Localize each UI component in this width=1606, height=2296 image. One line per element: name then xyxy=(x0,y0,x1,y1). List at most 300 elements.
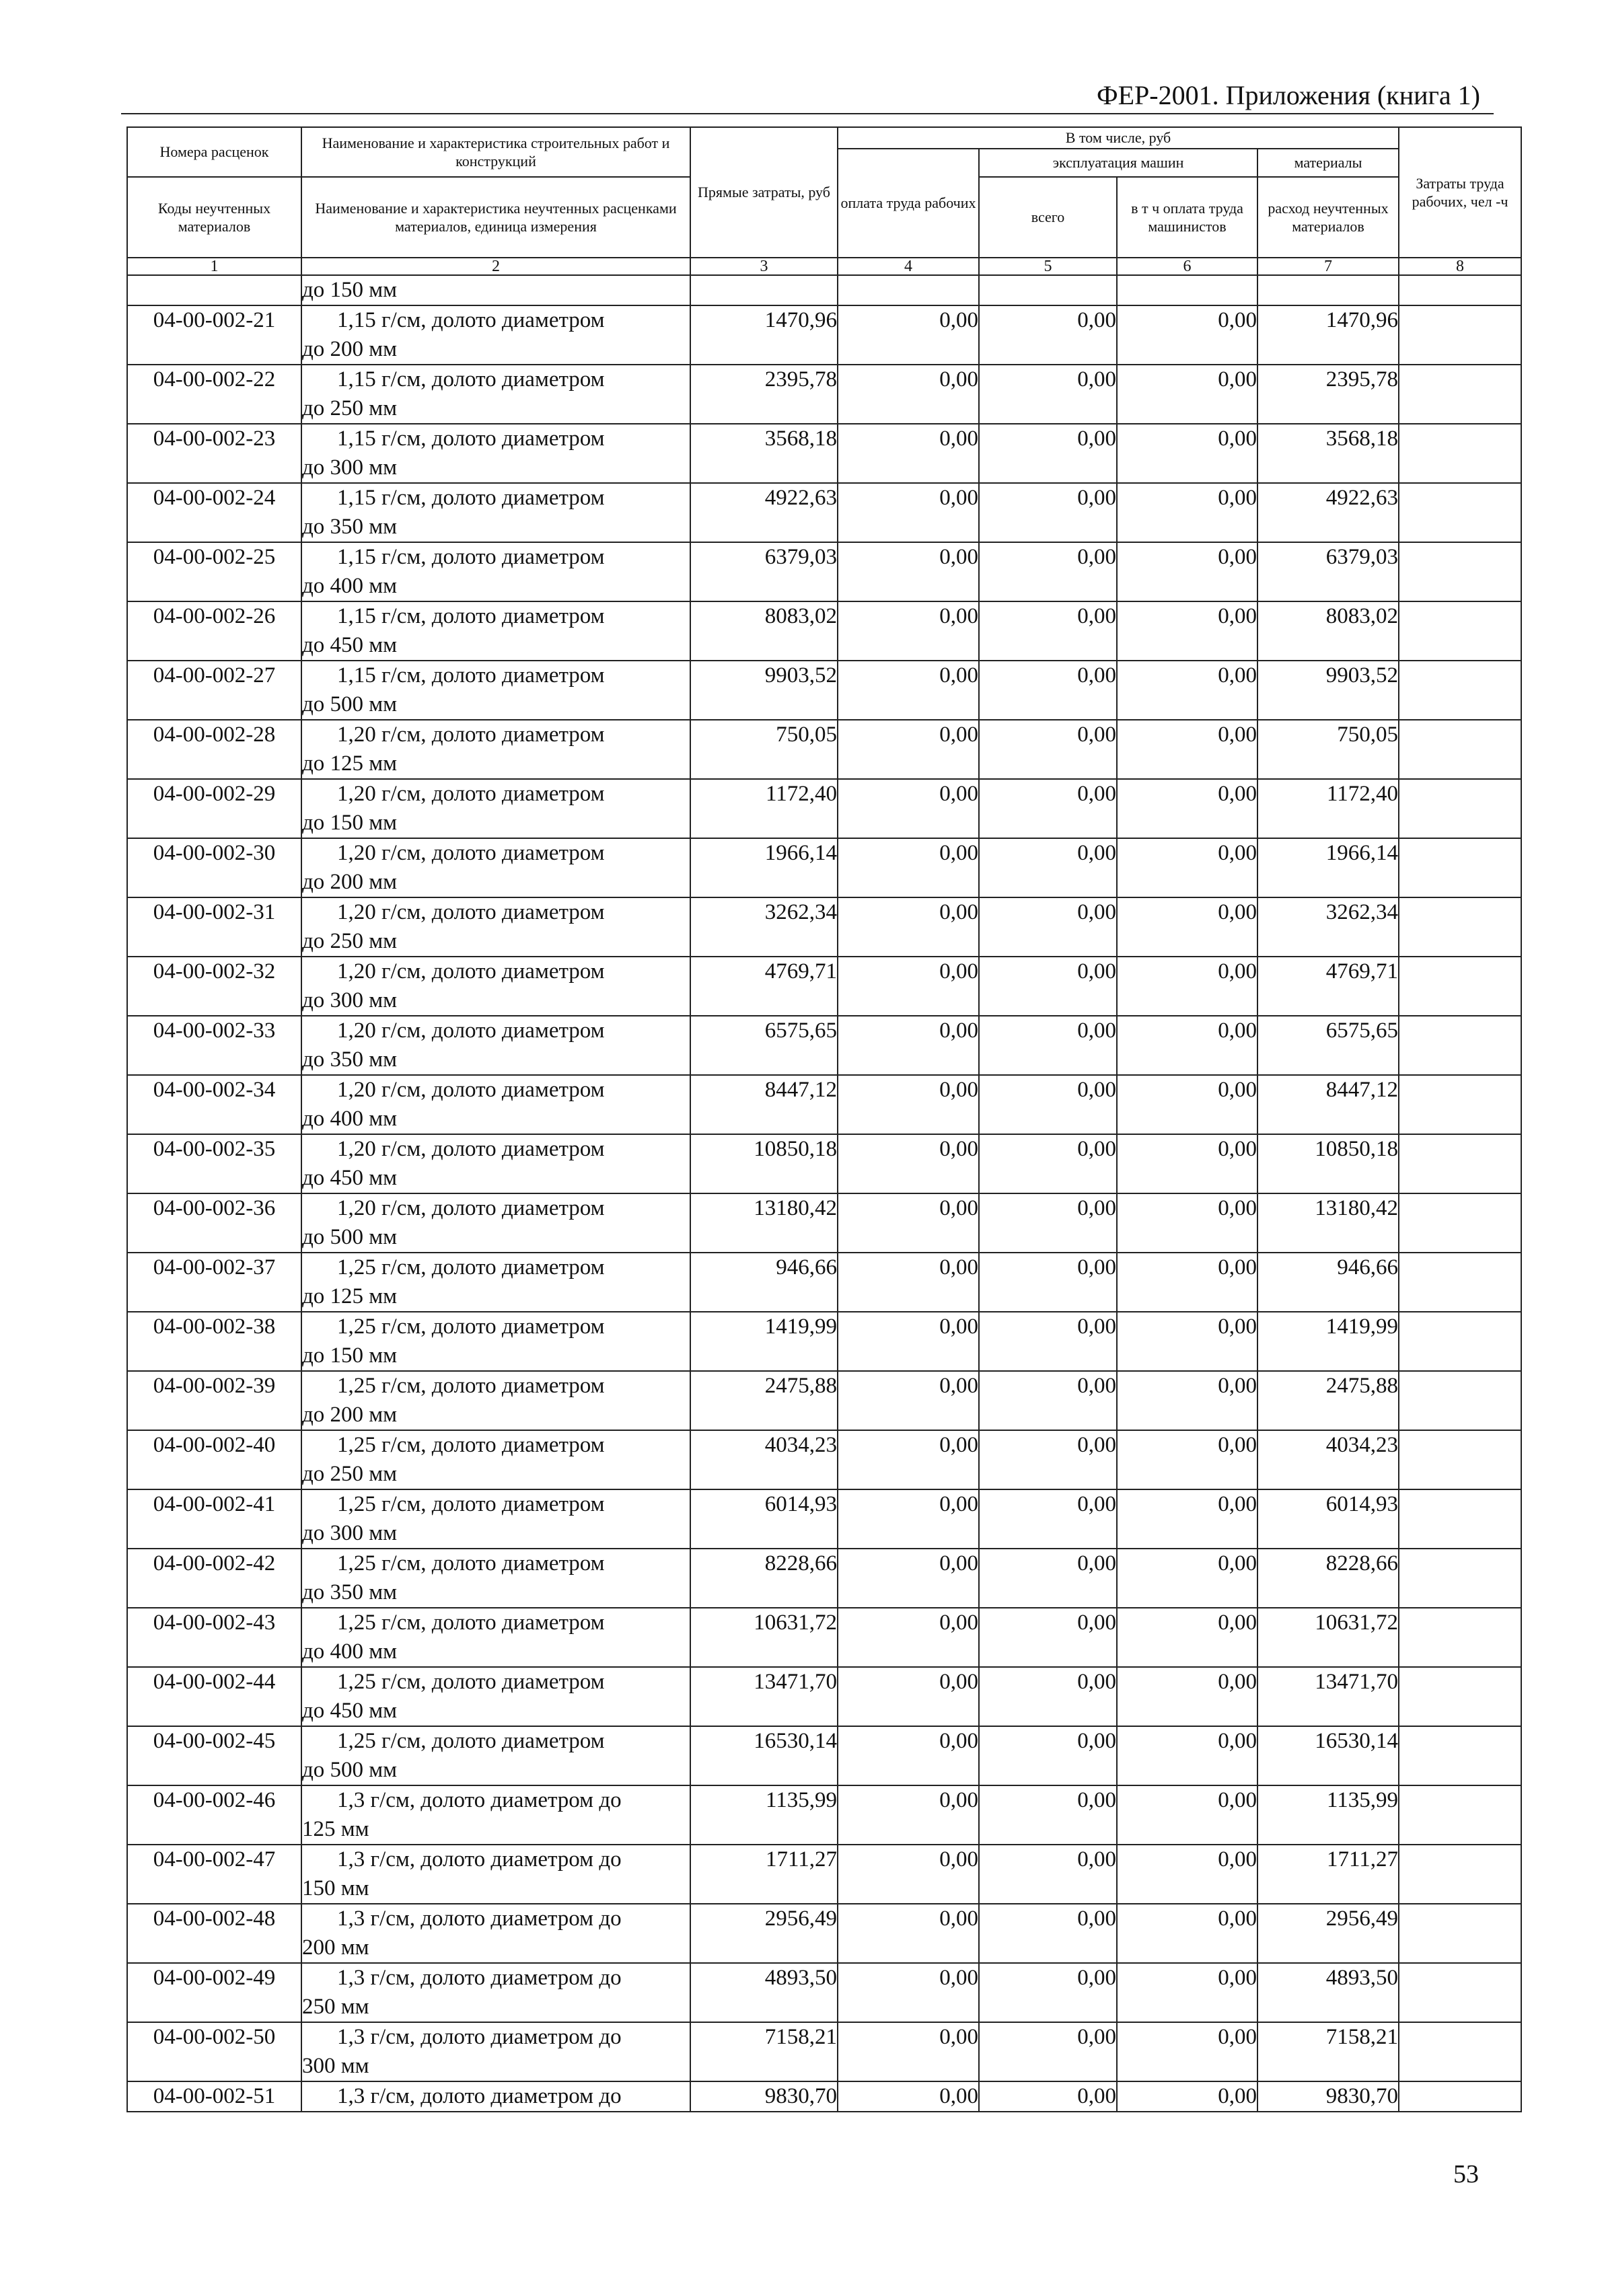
labor-pay: 0,00 xyxy=(838,779,979,838)
labor-pay: 0,00 xyxy=(838,1489,979,1549)
direct-cost: 9903,52 xyxy=(690,661,838,720)
rate-code: 04-00-002-50 xyxy=(127,2022,301,2081)
rate-code: 04-00-002-47 xyxy=(127,1845,301,1904)
direct-cost: 6014,93 xyxy=(690,1489,838,1549)
materials-cost: 1470,96 xyxy=(1257,305,1399,365)
rate-name-line2: до 200 мм xyxy=(302,337,398,361)
materials-cost: 8228,66 xyxy=(1257,1549,1399,1608)
machinists-pay: 0,00 xyxy=(1117,1430,1257,1489)
labor-pay: 0,00 xyxy=(838,957,979,1016)
labor-hours xyxy=(1399,1963,1521,2022)
rate-name xyxy=(301,1549,690,1608)
rate-name-line1: 1,25 г/см, долото диаметром xyxy=(337,1551,605,1576)
table-row xyxy=(127,1904,1521,1963)
labor-pay: 0,00 xyxy=(838,1253,979,1312)
machinists-pay: 0,00 xyxy=(1117,1845,1257,1904)
rate-code: 04-00-002-22 xyxy=(127,365,301,424)
machines-total: 0,00 xyxy=(979,1430,1117,1489)
rate-name-line2: до 450 мм xyxy=(302,1166,398,1190)
rate-name xyxy=(301,365,690,424)
rate-name-line1: 1,25 г/см, долото диаметром xyxy=(337,1670,605,1694)
rate-name-line1: 1,3 г/см, долото диаметром до xyxy=(337,1906,622,1931)
table-row xyxy=(127,1549,1521,1608)
header-including-group: В том числе, руб xyxy=(838,127,1399,149)
labor-pay: 0,00 xyxy=(838,1667,979,1726)
column-number: 3 xyxy=(690,258,838,275)
header-labor-hours: Затраты труда рабочих, чел -ч xyxy=(1399,127,1521,258)
materials-cost: 9830,70 xyxy=(1257,2081,1399,2112)
rate-name xyxy=(301,1489,690,1549)
table-row xyxy=(127,305,1521,365)
rate-name-line1: 1,15 г/см, долото диаметром xyxy=(337,663,605,688)
header-col2-top: Наименование и характеристика строительных работ и конструкций xyxy=(301,127,690,177)
rate-name xyxy=(301,305,690,365)
rate-name-line2: до 250 мм xyxy=(302,929,398,953)
labor-hours xyxy=(1399,2081,1521,2112)
labor-pay: 0,00 xyxy=(838,1312,979,1371)
machines-total: 0,00 xyxy=(979,1489,1117,1549)
direct-cost: 2475,88 xyxy=(690,1371,838,1430)
labor-pay: 0,00 xyxy=(838,1430,979,1489)
direct-cost: 8447,12 xyxy=(690,1075,838,1134)
rate-name-line1: 1,20 г/см, долото диаметром xyxy=(337,782,605,806)
machines-total: 0,00 xyxy=(979,1845,1117,1904)
machinists-pay: 0,00 xyxy=(1117,483,1257,542)
rate-name-line1: 1,20 г/см, долото диаметром xyxy=(337,1078,605,1102)
labor-pay: 0,00 xyxy=(838,1726,979,1785)
rate-name xyxy=(301,661,690,720)
rate-name-line2: до 500 мм xyxy=(302,1225,398,1249)
table-row xyxy=(127,2022,1521,2081)
table-row xyxy=(127,483,1521,542)
rate-name-line1: 1,20 г/см, долото диаметром xyxy=(337,1019,605,1043)
materials-cost: 2956,49 xyxy=(1257,1904,1399,1963)
materials-cost: 8083,02 xyxy=(1257,601,1399,661)
rate-name-line2: 300 мм xyxy=(302,2054,369,2078)
rate-name-line1: 1,20 г/см, долото диаметром xyxy=(337,959,605,984)
direct-cost: 4769,71 xyxy=(690,957,838,1016)
labor-hours xyxy=(1399,1016,1521,1075)
table-row xyxy=(127,1193,1521,1253)
machines-total: 0,00 xyxy=(979,720,1117,779)
table-row xyxy=(127,1430,1521,1489)
column-numbers-row xyxy=(127,258,1521,275)
machines-total: 0,00 xyxy=(979,1193,1117,1253)
machines-total: 0,00 xyxy=(979,1312,1117,1371)
labor-hours xyxy=(1399,1549,1521,1608)
rate-code: 04-00-002-25 xyxy=(127,542,301,601)
rate-name xyxy=(301,1726,690,1785)
table-body xyxy=(127,275,1521,2112)
rate-name-line1: 1,20 г/см, долото диаметром xyxy=(337,900,605,924)
table-row xyxy=(127,720,1521,779)
machines-total: 0,00 xyxy=(979,1608,1117,1667)
rate-name xyxy=(301,1016,690,1075)
labor-hours xyxy=(1399,1845,1521,1904)
machinists-pay: 0,00 xyxy=(1117,1371,1257,1430)
machinists-pay: 0,00 xyxy=(1117,1549,1257,1608)
rate-name-line2: 150 мм xyxy=(302,1876,369,1900)
labor-pay: 0,00 xyxy=(838,1371,979,1430)
materials-cost: 1711,27 xyxy=(1257,1845,1399,1904)
rate-code: 04-00-002-42 xyxy=(127,1549,301,1608)
materials-cost: 10850,18 xyxy=(1257,1134,1399,1193)
table-row xyxy=(127,661,1521,720)
rate-code: 04-00-002-35 xyxy=(127,1134,301,1193)
machines-total: 0,00 xyxy=(979,305,1117,365)
rate-code: 04-00-002-32 xyxy=(127,957,301,1016)
column-number: 4 xyxy=(838,258,979,275)
rate-code: 04-00-002-23 xyxy=(127,424,301,483)
rate-name-line1: 1,20 г/см, долото диаметром xyxy=(337,841,605,865)
table-row xyxy=(127,779,1521,838)
machines-total: 0,00 xyxy=(979,424,1117,483)
rate-name-line2: до 350 мм xyxy=(302,515,398,539)
table-header xyxy=(127,127,1521,275)
materials-cost: 1172,40 xyxy=(1257,779,1399,838)
rate-code: 04-00-002-41 xyxy=(127,1489,301,1549)
rate-name-line1: 1,20 г/см, долото диаметром xyxy=(337,1137,605,1161)
rate-code: 04-00-002-48 xyxy=(127,1904,301,1963)
machines-total: 0,00 xyxy=(979,1253,1117,1312)
table-row xyxy=(127,838,1521,897)
labor-hours xyxy=(1399,1312,1521,1371)
labor-hours xyxy=(1399,1608,1521,1667)
materials-cost: 4893,50 xyxy=(1257,1963,1399,2022)
machinists-pay: 0,00 xyxy=(1117,720,1257,779)
direct-cost: 7158,21 xyxy=(690,2022,838,2081)
direct-cost: 4922,63 xyxy=(690,483,838,542)
table-row xyxy=(127,1667,1521,1726)
labor-hours xyxy=(1399,1253,1521,1312)
rate-name xyxy=(301,957,690,1016)
machines-total: 0,00 xyxy=(979,779,1117,838)
rate-name-line2: до 125 мм xyxy=(302,751,398,776)
rate-name-line1: 1,3 г/см, долото диаметром до xyxy=(337,1966,622,1990)
labor-pay xyxy=(838,275,979,305)
labor-hours xyxy=(1399,1726,1521,1785)
rate-name-line2: до 125 мм xyxy=(302,1284,398,1308)
rate-name xyxy=(301,838,690,897)
rate-name-line2: до 450 мм xyxy=(302,1699,398,1723)
machinists-pay: 0,00 xyxy=(1117,957,1257,1016)
labor-pay: 0,00 xyxy=(838,1549,979,1608)
table-row xyxy=(127,1845,1521,1904)
rate-name-line2: до 250 мм xyxy=(302,396,398,420)
labor-pay: 0,00 xyxy=(838,1193,979,1253)
rate-code: 04-00-002-40 xyxy=(127,1430,301,1489)
header-col1-top: Номера расценок xyxy=(127,127,301,177)
rate-name-line1: 1,25 г/см, долото диаметром xyxy=(337,1610,605,1635)
rate-name-line2: 125 мм xyxy=(302,1817,369,1841)
materials-cost: 4769,71 xyxy=(1257,957,1399,1016)
labor-pay: 0,00 xyxy=(838,365,979,424)
machinists-pay: 0,00 xyxy=(1117,1785,1257,1845)
rate-code: 04-00-002-49 xyxy=(127,1963,301,2022)
direct-cost: 946,66 xyxy=(690,1253,838,1312)
running-head: ФЕР-2001. Приложения (книга 1) xyxy=(1097,80,1480,110)
materials-cost: 9903,52 xyxy=(1257,661,1399,720)
labor-hours xyxy=(1399,1904,1521,1963)
direct-cost: 6379,03 xyxy=(690,542,838,601)
direct-cost: 2395,78 xyxy=(690,365,838,424)
column-number: 5 xyxy=(979,258,1117,275)
rate-name xyxy=(301,1845,690,1904)
labor-hours xyxy=(1399,1667,1521,1726)
table-row xyxy=(127,1489,1521,1549)
rate-name-line2: до 350 мм xyxy=(302,1047,398,1072)
machines-total: 0,00 xyxy=(979,1726,1117,1785)
machinists-pay: 0,00 xyxy=(1117,305,1257,365)
machinists-pay: 0,00 xyxy=(1117,424,1257,483)
rate-name-line2: до 400 мм xyxy=(302,1107,398,1131)
labor-pay: 0,00 xyxy=(838,2081,979,2112)
materials-cost: 1966,14 xyxy=(1257,838,1399,897)
rate-name-line1: 1,3 г/см, долото диаметром до xyxy=(337,1788,622,1812)
machines-total: 0,00 xyxy=(979,661,1117,720)
labor-hours xyxy=(1399,1134,1521,1193)
rate-name-line2: до 150 мм xyxy=(302,811,398,835)
rate-name xyxy=(301,1134,690,1193)
column-number: 6 xyxy=(1117,258,1257,275)
direct-cost: 3568,18 xyxy=(690,424,838,483)
materials-cost: 2395,78 xyxy=(1257,365,1399,424)
machinists-pay: 0,00 xyxy=(1117,897,1257,957)
machinists-pay: 0,00 xyxy=(1117,1312,1257,1371)
machines-total: 0,00 xyxy=(979,2022,1117,2081)
materials-cost: 750,05 xyxy=(1257,720,1399,779)
rate-name xyxy=(301,1785,690,1845)
machinists-pay: 0,00 xyxy=(1117,601,1257,661)
rate-name xyxy=(301,1963,690,2022)
header-machines: эксплуатация машин xyxy=(979,149,1257,177)
header-labor-pay: оплата труда рабочих xyxy=(838,149,979,258)
labor-hours xyxy=(1399,1075,1521,1134)
materials-cost: 1135,99 xyxy=(1257,1785,1399,1845)
rate-name xyxy=(301,542,690,601)
rate-code: 04-00-002-38 xyxy=(127,1312,301,1371)
rate-name-line2: до 250 мм xyxy=(302,1462,398,1486)
machines-total: 0,00 xyxy=(979,897,1117,957)
column-number: 8 xyxy=(1399,258,1521,275)
rate-name-line1: 1,3 г/см, долото диаметром до xyxy=(337,2084,622,2108)
labor-pay: 0,00 xyxy=(838,1845,979,1904)
table-row xyxy=(127,1726,1521,1785)
labor-pay: 0,00 xyxy=(838,1075,979,1134)
labor-hours xyxy=(1399,424,1521,483)
rate-name xyxy=(301,1430,690,1489)
machinists-pay: 0,00 xyxy=(1117,838,1257,897)
labor-pay: 0,00 xyxy=(838,1785,979,1845)
rate-code: 04-00-002-30 xyxy=(127,838,301,897)
table-row xyxy=(127,957,1521,1016)
machinists-pay: 0,00 xyxy=(1117,1608,1257,1667)
materials-cost xyxy=(1257,275,1399,305)
labor-hours xyxy=(1399,1785,1521,1845)
labor-hours xyxy=(1399,779,1521,838)
machines-total: 0,00 xyxy=(979,1016,1117,1075)
machines-total: 0,00 xyxy=(979,542,1117,601)
labor-hours xyxy=(1399,275,1521,305)
header-materials: материалы xyxy=(1257,149,1399,177)
table-row xyxy=(127,1785,1521,1845)
header-direct-costs: Прямые затраты, руб xyxy=(690,127,838,258)
rate-name xyxy=(301,1075,690,1134)
materials-cost: 6379,03 xyxy=(1257,542,1399,601)
machinists-pay: 0,00 xyxy=(1117,542,1257,601)
rate-name xyxy=(301,1312,690,1371)
labor-hours xyxy=(1399,661,1521,720)
direct-cost: 1470,96 xyxy=(690,305,838,365)
table-row xyxy=(127,1963,1521,2022)
header-machinists-pay: в т ч оплата труда машинистов xyxy=(1117,177,1257,258)
labor-pay: 0,00 xyxy=(838,483,979,542)
rate-code: 04-00-002-33 xyxy=(127,1016,301,1075)
labor-hours xyxy=(1399,1371,1521,1430)
machinists-pay xyxy=(1117,275,1257,305)
rate-name-line2: до 200 мм xyxy=(302,1403,398,1427)
labor-hours xyxy=(1399,720,1521,779)
rate-code: 04-00-002-21 xyxy=(127,305,301,365)
direct-cost xyxy=(690,275,838,305)
table-row xyxy=(127,1075,1521,1134)
rate-name-line2: до 400 мм xyxy=(302,574,398,598)
labor-pay: 0,00 xyxy=(838,1963,979,2022)
rate-code xyxy=(127,275,301,305)
rate-name xyxy=(301,601,690,661)
materials-cost: 946,66 xyxy=(1257,1253,1399,1312)
machines-total: 0,00 xyxy=(979,1134,1117,1193)
rate-name-line1: 1,3 г/см, долото диаметром до xyxy=(337,2025,622,2049)
rate-name xyxy=(301,1253,690,1312)
direct-cost: 2956,49 xyxy=(690,1904,838,1963)
rate-name xyxy=(301,1193,690,1253)
rate-name-line2: до 500 мм xyxy=(302,1758,398,1782)
rate-name-line1: 1,25 г/см, долото диаметром xyxy=(337,1374,605,1398)
rate-code: 04-00-002-26 xyxy=(127,601,301,661)
machinists-pay: 0,00 xyxy=(1117,1963,1257,2022)
machinists-pay: 0,00 xyxy=(1117,365,1257,424)
labor-hours xyxy=(1399,365,1521,424)
rate-name-line2: до 300 мм xyxy=(302,455,398,480)
direct-cost: 1419,99 xyxy=(690,1312,838,1371)
rate-code: 04-00-002-29 xyxy=(127,779,301,838)
machinists-pay: 0,00 xyxy=(1117,1726,1257,1785)
machinists-pay: 0,00 xyxy=(1117,2081,1257,2112)
table-row xyxy=(127,1016,1521,1075)
materials-cost: 7158,21 xyxy=(1257,2022,1399,2081)
machinists-pay: 0,00 xyxy=(1117,1016,1257,1075)
labor-pay: 0,00 xyxy=(838,2022,979,2081)
rate-name xyxy=(301,2022,690,2081)
header-rule xyxy=(121,113,1494,114)
rate-name-line1: 1,15 г/см, долото диаметром xyxy=(337,427,605,451)
machinists-pay: 0,00 xyxy=(1117,2022,1257,2081)
direct-cost: 750,05 xyxy=(690,720,838,779)
rate-name xyxy=(301,424,690,483)
page-number: 53 xyxy=(1453,2160,1479,2188)
machinists-pay: 0,00 xyxy=(1117,1075,1257,1134)
machines-total: 0,00 xyxy=(979,1785,1117,1845)
rate-code: 04-00-002-39 xyxy=(127,1371,301,1430)
table-row xyxy=(127,2081,1521,2112)
materials-cost: 10631,72 xyxy=(1257,1608,1399,1667)
machines-total: 0,00 xyxy=(979,601,1117,661)
rate-name xyxy=(301,483,690,542)
rate-name-line2: 200 мм xyxy=(302,1935,369,1960)
rate-name xyxy=(301,2081,690,2112)
header-machines-total: всего xyxy=(979,177,1117,258)
direct-cost: 1966,14 xyxy=(690,838,838,897)
materials-cost: 4922,63 xyxy=(1257,483,1399,542)
rate-name-line2: до 300 мм xyxy=(302,1521,398,1545)
column-number: 2 xyxy=(301,258,690,275)
rate-name-line2: до 300 мм xyxy=(302,988,398,1012)
table-row xyxy=(127,1371,1521,1430)
header-col2-bottom: Наименование и характеристика неучтенных расценками материалов, единица измерения xyxy=(301,177,690,258)
table-row-continuation xyxy=(127,275,1521,305)
labor-pay: 0,00 xyxy=(838,1608,979,1667)
rate-name-line1: 1,15 г/см, долото диаметром xyxy=(337,308,605,332)
labor-hours xyxy=(1399,2022,1521,2081)
machines-total: 0,00 xyxy=(979,1371,1117,1430)
rate-code: 04-00-002-45 xyxy=(127,1726,301,1785)
direct-cost: 1711,27 xyxy=(690,1845,838,1904)
labor-pay: 0,00 xyxy=(838,305,979,365)
labor-hours xyxy=(1399,1430,1521,1489)
direct-cost: 3262,34 xyxy=(690,897,838,957)
direct-cost: 4034,23 xyxy=(690,1430,838,1489)
rate-code: 04-00-002-24 xyxy=(127,483,301,542)
labor-pay: 0,00 xyxy=(838,661,979,720)
rate-code: 04-00-002-36 xyxy=(127,1193,301,1253)
direct-cost: 8228,66 xyxy=(690,1549,838,1608)
rate-name xyxy=(301,275,690,305)
table-row xyxy=(127,424,1521,483)
table-row xyxy=(127,365,1521,424)
rate-name xyxy=(301,1667,690,1726)
machines-total: 0,00 xyxy=(979,1963,1117,2022)
direct-cost: 4893,50 xyxy=(690,1963,838,2022)
rate-name-line2: до 500 мм xyxy=(302,692,398,716)
rate-name-line1: 1,15 г/см, долото диаметром xyxy=(337,367,605,392)
rate-name-line1: 1,25 г/см, долото диаметром xyxy=(337,1314,605,1339)
rate-name xyxy=(301,1904,690,1963)
rate-name-line1: 1,15 г/см, долото диаметром xyxy=(337,545,605,569)
direct-cost: 13180,42 xyxy=(690,1193,838,1253)
rate-name-line2: до 200 мм xyxy=(302,870,398,894)
machines-total: 0,00 xyxy=(979,1075,1117,1134)
machines-total: 0,00 xyxy=(979,957,1117,1016)
labor-hours xyxy=(1399,542,1521,601)
labor-hours xyxy=(1399,1193,1521,1253)
machines-total: 0,00 xyxy=(979,2081,1117,2112)
direct-cost: 9830,70 xyxy=(690,2081,838,2112)
direct-cost: 10850,18 xyxy=(690,1134,838,1193)
machinists-pay: 0,00 xyxy=(1117,1667,1257,1726)
rate-name-line1: 1,3 г/см, долото диаметром до xyxy=(337,1847,622,1872)
rate-name-line1: 1,25 г/см, долото диаметром xyxy=(337,1729,605,1753)
table-row xyxy=(127,1608,1521,1667)
labor-hours xyxy=(1399,483,1521,542)
table-row xyxy=(127,1134,1521,1193)
labor-pay: 0,00 xyxy=(838,720,979,779)
table-row xyxy=(127,601,1521,661)
labor-pay: 0,00 xyxy=(838,838,979,897)
machinists-pay: 0,00 xyxy=(1117,1904,1257,1963)
materials-cost: 3262,34 xyxy=(1257,897,1399,957)
rates-table xyxy=(126,126,1522,2112)
